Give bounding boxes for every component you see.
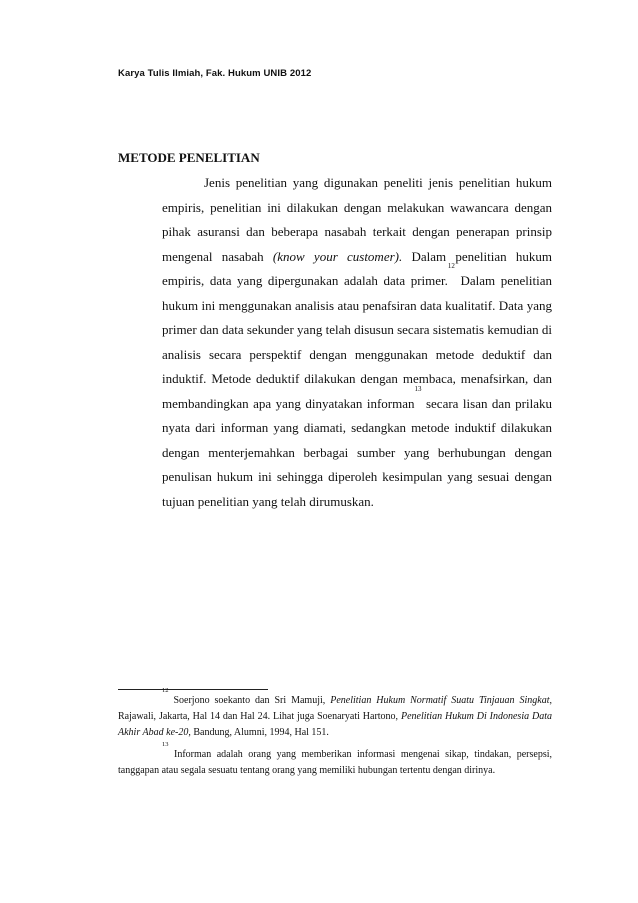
footnote-number: 12 bbox=[162, 687, 169, 694]
footnote-number: 13 bbox=[162, 741, 169, 748]
paragraph-text-4: secara lisan dan prilaku nyata dari informan yang diamati, sedangkan metode induktif dilakukan dengan menterjemahkan berbagai sumber yang berhubungan dengan penulisan hukum ini sehingga diperoleh kesimpulan yang sesuai dengan tujuan penelitian yang telah dirumuskan. bbox=[162, 395, 552, 509]
paragraph-text-2: Dalam penelitian hukum empiris, data yang dipergunakan adalah data primer. bbox=[162, 248, 552, 288]
footnote-ref-13: 13 bbox=[414, 384, 422, 393]
paragraph-italic-1: (know your customer). bbox=[272, 248, 403, 264]
paragraph-text-1: Jenis penelitian yang digunakan peneliti jenis penelitian hukum empiris, penelitian ini dilakukan dengan melakukan wawancara dengan pihak asuransi dan beberapa nasabah terkait dengan penerapan prinsip mengenal nasabah bbox=[162, 175, 552, 264]
footnote-text: , Rajawali, Jakarta, Hal 14 dan Hal 24. Lihat juga Soenaryati Hartono, bbox=[118, 695, 552, 722]
body-text bbox=[162, 171, 552, 514]
footnote-book-title: Penelitian Hukum Normatif Suatu Tinjauan Singkat bbox=[330, 695, 550, 706]
section-title: METODE PENELITIAN bbox=[118, 150, 260, 165]
body-paragraph bbox=[162, 171, 552, 514]
footnote-book-title: Penelitian Hukum Di Indonesia Data Akhir Abad ke-20 bbox=[118, 711, 553, 738]
footnote-ref-12: 12 bbox=[447, 262, 455, 270]
footnote-13 bbox=[118, 741, 552, 779]
paragraph-text-3: Dalam penelitian hukum ini menggunakan analisis atau penafsiran data kualitatif. Data yang primer dan data sekunder yang telah disusun secara sistematis kemudian di analisis secara perspektif dengan menggunakan metode deduktif dan induktif. Metode deduktif dilakukan dengan membaca, menafsirkan, dan membandingkan apa yang dinyatakan informan bbox=[162, 273, 552, 411]
footnote-12 bbox=[118, 687, 553, 741]
running-header: Karya Tulis Ilmiah, Fak. Hukum UNIB 2012 bbox=[118, 68, 312, 79]
footnotes bbox=[118, 687, 553, 785]
footnote-text: Soerjono soekanto dan Sri Mamuji, bbox=[168, 695, 331, 706]
footnote-text: , Bandung, Alumni, 1994, Hal 151. bbox=[188, 727, 329, 738]
footnote-text: Informan adalah orang yang memberikan informasi mengenai sikap, tindakan, persepsi, tanggapan atau segala sesuatu tentang orang yang memiliki hubungan tertentu dengan dirinya. bbox=[118, 749, 552, 776]
footnote-separator bbox=[118, 689, 268, 690]
